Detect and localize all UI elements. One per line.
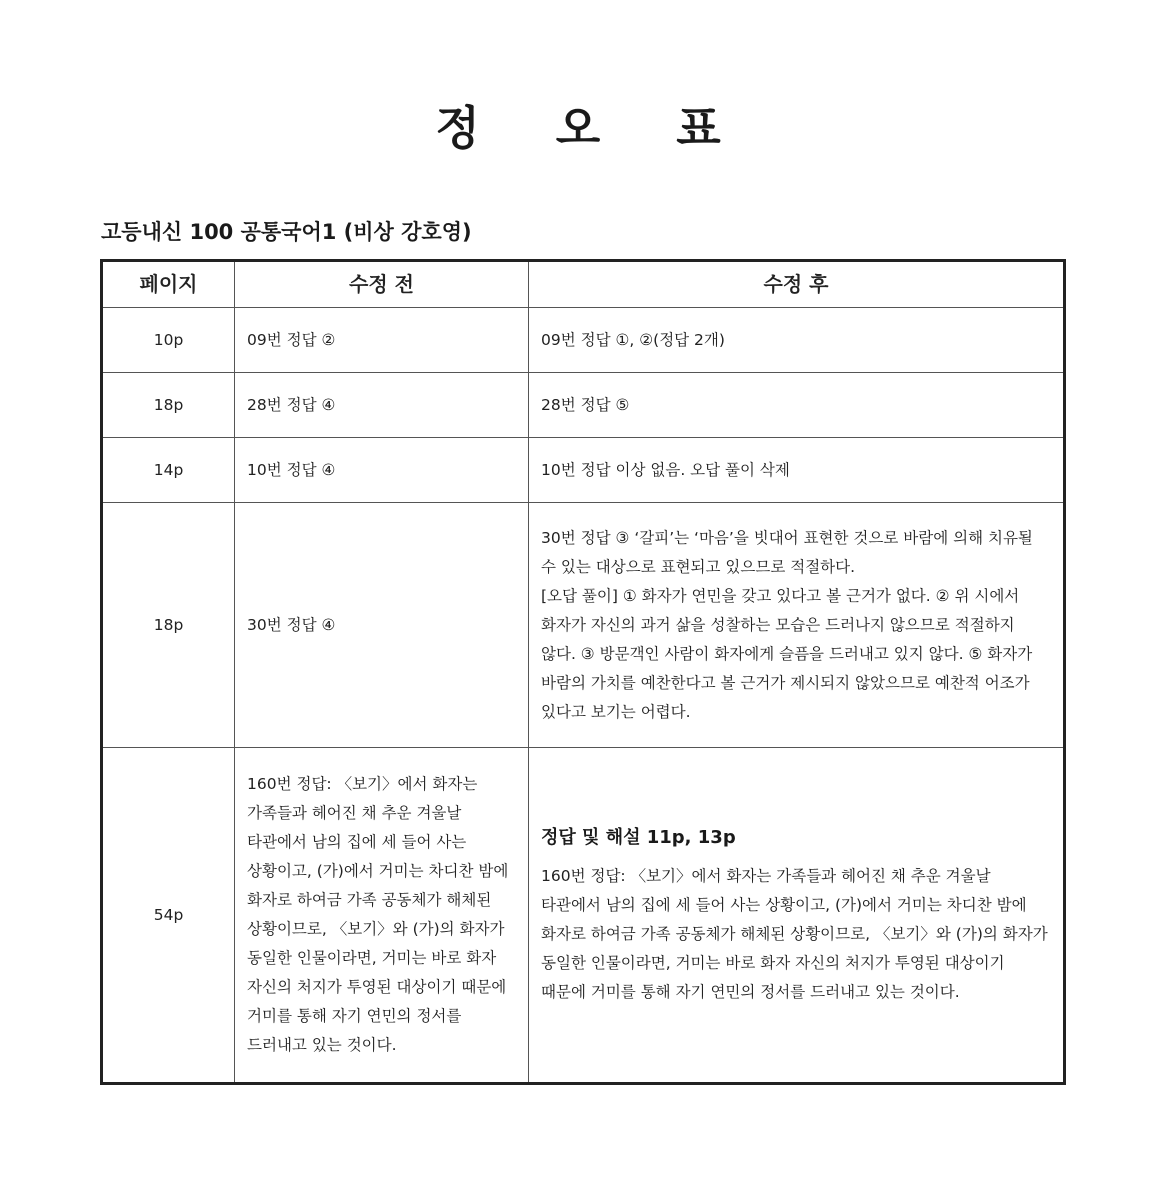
cell-page: 18p [102, 503, 235, 748]
cell-after [529, 503, 1065, 748]
after-paragraph: 30번 정답 ③ ‘갈피’는 ‘마음’을 빗대어 표현한 것으로 바람에 의해 치유될 수 있는 대상으로 표현되고 있으므로 적절하다. [541, 528, 1033, 576]
cell-before: 30번 정답 ④ [235, 503, 529, 748]
after-heading: 정답 및 해설 11p, 13p [541, 826, 736, 848]
cell-page: 14p [102, 438, 235, 503]
header-before: 수정 전 [235, 261, 529, 308]
cell-before: 160번 정답: 〈보기〉에서 화자는 가족들과 헤어진 채 추운 겨울날 타관에서 남의 집에 세 들어 사는 상황이고, (가)에서 거미는 차디찬 밤에 화자로 하여금 가족 공동체가 해체된 상황이므로, 〈보기〉와 (가)의 화자가 동일한 인물이라면, 거미는 바로 화자 자신의 처지가 투영된 대상이기 때문에 거미를 통해 자기 연민의 정서를 드러내고 있는 것이다. [235, 748, 529, 1084]
header-page: 페이지 [102, 261, 235, 308]
after-paragraph: [오답 풀이] ① 화자가 연민을 갖고 있다고 볼 근거가 없다. ② 위 시에서 화자가 자신의 과거 삶을 성찰하는 모습은 드러나지 않으므로 적절하지 않다. ③ 방문객인 사람이 화자에게 슬픔을 드러내고 있지 않다. ⑤ 화자가 바람의 가치를 예찬한다고 볼 근거가 제시되지 않았으므로 예찬적 어조가 있다고 보기는 어렵다. [541, 586, 1033, 721]
errata-table [100, 259, 1066, 1085]
page-title: 정 오 표 [435, 101, 751, 155]
cell-after: 28번 정답 ⑤ [529, 373, 1065, 438]
cell-after [529, 748, 1065, 1084]
table-row [102, 308, 1065, 373]
cell-after: 09번 정답 ①, ②(정답 2개) [529, 308, 1065, 373]
table-row [102, 503, 1065, 748]
cell-before: 10번 정답 ④ [235, 438, 529, 503]
cell-page: 18p [102, 373, 235, 438]
book-title: 고등내신 100 공통국어1 (비상 강호영) [101, 220, 472, 244]
table-row [102, 748, 1065, 1084]
cell-before: 09번 정답 ② [235, 308, 529, 373]
cell-page: 10p [102, 308, 235, 373]
cell-before: 28번 정답 ④ [235, 373, 529, 438]
cell-page: 54p [102, 748, 235, 1084]
table-row [102, 373, 1065, 438]
header-after: 수정 후 [529, 261, 1065, 308]
table-row [102, 438, 1065, 503]
table-header-row [102, 261, 1065, 308]
after-paragraph: 160번 정답: 〈보기〉에서 화자는 가족들과 헤어진 채 추운 겨울날 타관에서 남의 집에 세 들어 사는 상황이고, (가)에서 거미는 차디찬 밤에 화자로 하여금 가족 공동체가 해체된 상황이므로, 〈보기〉와 (가)의 화자가 동일한 인물이라면, 거미는 바로 화자 자신의 처지가 투영된 대상이기 때문에 거미를 통해 자기 연민의 정서를 드러내고 있는 것이다. [541, 866, 1048, 1001]
cell-after: 10번 정답 이상 없음. 오답 풀이 삭제 [529, 438, 1065, 503]
